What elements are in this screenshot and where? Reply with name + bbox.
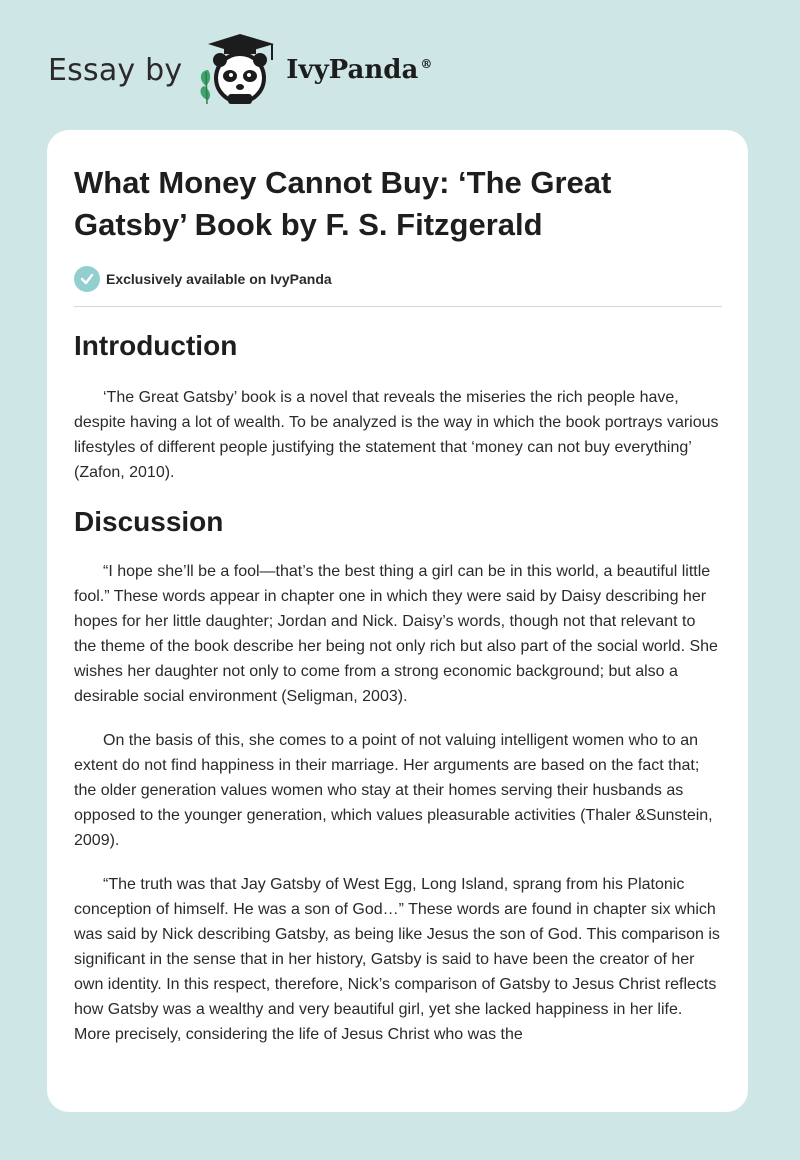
brand-name[interactable]: IvyPanda ® xyxy=(286,55,433,85)
section-heading-introduction: Introduction xyxy=(74,330,238,361)
leaf-icon xyxy=(201,70,211,104)
section-heading-discussion: Discussion xyxy=(74,506,224,537)
badge-label: Exclusively available on IvyPanda xyxy=(106,271,332,287)
paragraph: ‘The Great Gatsby’ book is a novel that reveals the miseries the rich people have, despite having a lot of wealth. To be analyzed is the way in which the book portrays various lifestyles of different people justifying the statement that ‘money can not buy everything’ (Zafon, 2010). xyxy=(74,389,719,481)
exclusive-badge xyxy=(74,266,722,292)
paragraph: On the basis of this, she comes to a point of not valuing intelligent women who to an extent do not find happiness in their marriage. Her arguments are based on the fact that; the older generation values women who stay at their homes serving their husbands as opposed to the younger generation, which values pleasurable activities (Thaler &Sunstein, 2009). xyxy=(74,732,713,849)
divider xyxy=(74,306,722,307)
check-circle-icon xyxy=(74,266,100,292)
paragraph: “I hope she’ll be a fool—that’s the best thing a girl can be in this world, a beautiful little fool.” These words appear in chapter one in which they were said by Daisy describing her hopes for her little daughter; Jordan and Nick. Daisy’s words, though not that relevant to the theme of the book describe her being not only rich but also part of the social world. She wishes her daughter not only to come from a strong economic background; but also a desirable social environment (Seligman, 2003). xyxy=(74,563,718,705)
article-title: What Money Cannot Buy: ‘The Great Gatsby’ Book by F. S. Fitzgerald xyxy=(74,165,612,242)
article-card xyxy=(47,130,748,1112)
brand-prefix: Essay by xyxy=(48,52,183,88)
paragraph: “The truth was that Jay Gatsby of West Egg, Long Island, sprang from his Platonic conception of himself. He was a son of God…” These words are found in chapter six which was said by Nick describing Gatsby, as being like Jesus the son of God. This comparison is significant in the sense that in her history, Gatsby is said to have been the creator of her own identity. In this respect, therefore, Nick’s comparison of Gatsby to Jesus Christ reflects how Gatsby was a wealthy and very beautiful girl, yet she lacked happiness in her life. More precisely, considering the life of Jesus Christ who was the xyxy=(74,876,720,1043)
panda-graduate-logo-icon[interactable] xyxy=(194,30,286,110)
registered-mark: ® xyxy=(420,57,433,72)
site-header xyxy=(48,30,432,110)
